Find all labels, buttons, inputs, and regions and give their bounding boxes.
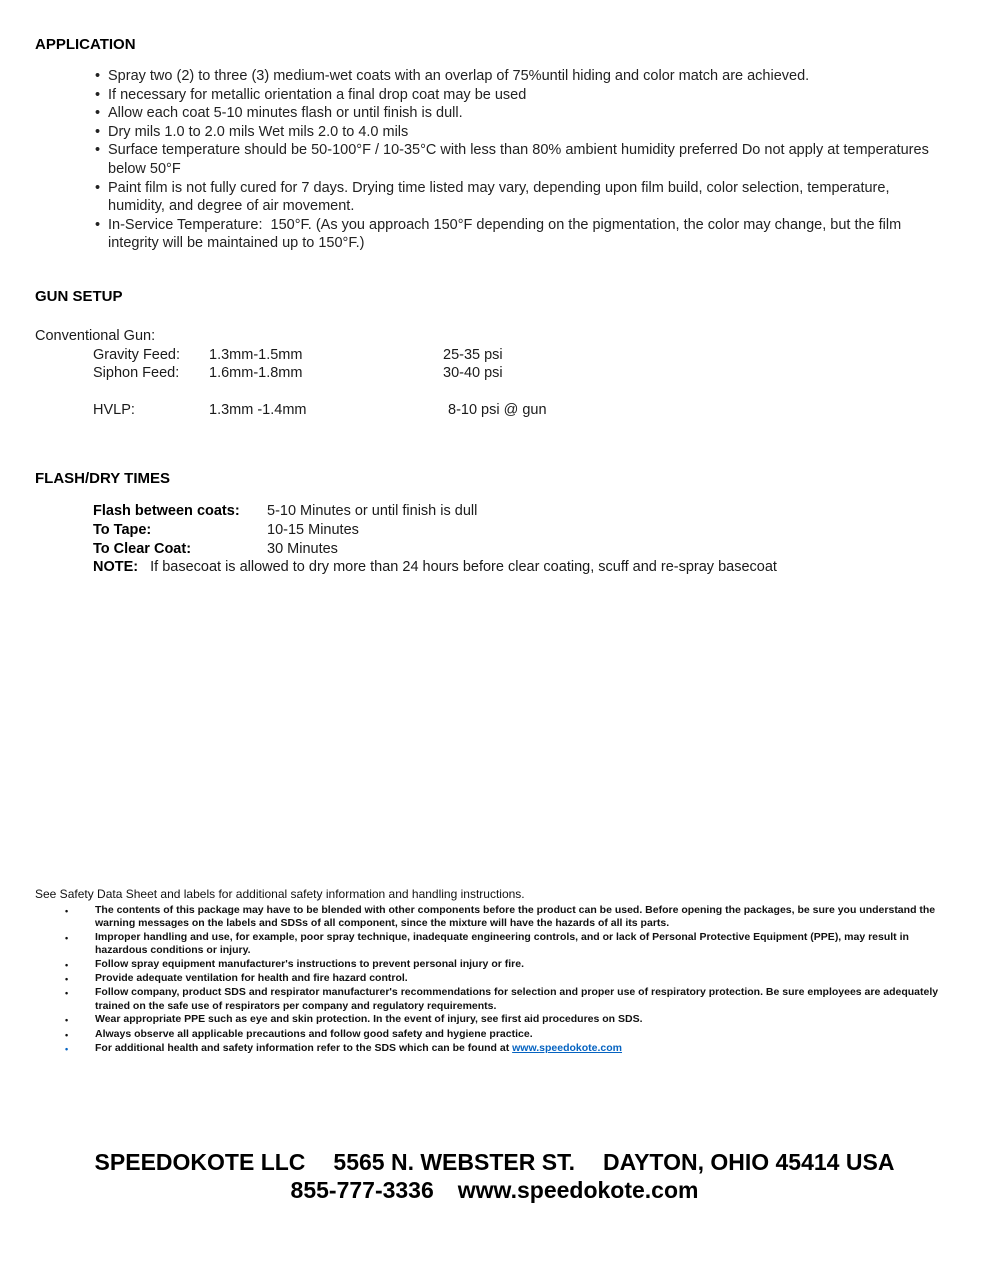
- bullet-text: Follow spray equipment manufacturer's instructions to prevent personal injury or fire.: [95, 957, 524, 970]
- gun-pressure: 25-35 psi: [443, 346, 503, 363]
- flash-value: 5-10 Minutes or until finish is dull: [267, 503, 478, 519]
- application-bullet: [95, 123, 954, 142]
- gun-tip-size: 1.6mm-1.8mm: [209, 365, 303, 382]
- gun-row-hvlp: [93, 401, 954, 420]
- bullet-marker: •: [65, 959, 69, 970]
- application-bullet-list: [35, 67, 954, 253]
- safety-bullet: [65, 1013, 954, 1027]
- safety-bullet: [65, 931, 954, 958]
- application-section: [35, 36, 954, 253]
- gun-feed-label: Siphon Feed:: [93, 365, 180, 382]
- safety-bullet: [65, 972, 954, 986]
- bullet-marker: •: [65, 988, 69, 999]
- bullet-text: Surface temperature should be 50-100°F / 10-35°C with less than 80% ambient humidity preferred Do not apply at temperatures below 50°F: [108, 142, 933, 177]
- sds-website-link[interactable]: www.speedokote.com: [512, 1042, 623, 1055]
- bullet-text-prefix: For additional health and safety information refer to the SDS which can be found at: [95, 1042, 513, 1055]
- gun-pressure: 30-40 psi: [443, 365, 503, 382]
- gun-feed-label: Gravity Feed:: [93, 346, 181, 363]
- bullet-text: Improper handling and use, for example, poor spray technique, inadequate engineering controls, and or lack of Personal Protective Equipment (PPE), may result in hazardous conditions or injury.: [95, 930, 909, 957]
- footer-phone: 855-777-3336: [290, 1177, 434, 1203]
- safety-bullet-list: [35, 904, 954, 1056]
- application-bullet: [95, 104, 954, 123]
- application-bullet: [95, 179, 954, 216]
- application-bullet: [95, 67, 954, 86]
- footer-website: www.speedokote.com: [457, 1177, 699, 1203]
- flash-dry-rows: [93, 502, 954, 577]
- safety-section: [35, 887, 954, 1056]
- bullet-text: Follow company, product SDS and respirator manufacturer's recommendations for selection and proper use of respiratory protection. Be sure employees are adequately trained on the safe use of respirators per company and regulatory requirements.: [95, 986, 939, 1012]
- gun-setup-heading: GUN SETUP: [35, 288, 123, 305]
- bullet-marker: •: [65, 1044, 69, 1055]
- application-bullet: [95, 86, 954, 105]
- bullet-text: The contents of this package may have to be blended with other components before the product can be used. Before opening the packages, be sure you understand the warning messages on the labels and SDSs of all component, since the mixture will have the hazards of all its parts.: [95, 904, 936, 930]
- safety-bullet: [65, 958, 954, 972]
- flash-label: Flash between coats:: [93, 503, 240, 519]
- flash-row: [93, 540, 954, 559]
- footer-line1: [0, 1149, 989, 1175]
- footer-address: 5565 N. WEBSTER ST.: [333, 1149, 575, 1175]
- gun-setup-section: [35, 288, 954, 420]
- note-value: If basecoat is allowed to dry more than 24 hours before clear coating, scuff and re-spray basecoat: [150, 559, 777, 576]
- bullet-marker: •: [65, 1015, 69, 1026]
- bullet-marker: •: [65, 1029, 69, 1040]
- flash-row: [93, 521, 954, 540]
- safety-bullet: [65, 1028, 954, 1042]
- bullet-marker: •: [65, 932, 69, 943]
- gun-tip-size: 1.3mm-1.5mm: [209, 346, 303, 363]
- footer-location: DAYTON, OHIO 45414 USA: [602, 1149, 895, 1175]
- gun-tip-size: 1.3mm -1.4mm: [209, 402, 307, 419]
- application-bullet: [95, 141, 954, 178]
- bullet-text: Provide adequate ventilation for health and fire hazard control.: [95, 972, 408, 985]
- flash-row: [93, 502, 954, 521]
- flash-note-row: [93, 558, 954, 577]
- bullet-marker: •: [95, 86, 101, 103]
- bullet-text: Dry mils 1.0 to 2.0 mils Wet mils 2.0 to 4.0 mils: [108, 123, 409, 140]
- bullet-text: Spray two (2) to three (3) medium-wet coats with an overlap of 75%until hiding and color match are achieved.: [108, 68, 810, 84]
- bullet-marker: •: [65, 906, 69, 916]
- bullet-marker: •: [95, 123, 101, 140]
- safety-intro: See Safety Data Sheet and labels for additional safety information and handling instructions.: [35, 887, 525, 901]
- safety-bullet: [65, 904, 954, 931]
- flash-label: To Tape:: [93, 521, 152, 538]
- safety-bullet: [65, 986, 954, 1013]
- gun-feed-label: HVLP:: [93, 402, 135, 419]
- note-label: NOTE:: [93, 559, 139, 576]
- gun-row-siphon: [93, 364, 954, 383]
- footer-line2: [0, 1177, 989, 1203]
- application-heading: APPLICATION: [35, 36, 136, 53]
- bullet-marker: •: [65, 974, 69, 985]
- bullet-marker: •: [95, 216, 101, 233]
- flash-dry-heading: FLASH/DRY TIMES: [35, 470, 171, 487]
- bullet-text: [95, 1042, 622, 1056]
- flash-value: 10-15 Minutes: [267, 521, 359, 538]
- flash-dry-section: [35, 470, 954, 577]
- bullet-text: In-Service Temperature: 150°F. (As you approach 150°F depending on the pigmentation, the color may change, but the film integrity will be maintained up to 150°F.): [108, 216, 906, 252]
- safety-bullet: [65, 1042, 954, 1056]
- bullet-text: If necessary for metallic orientation a final drop coat may be used: [108, 86, 527, 103]
- flash-label: To Clear Coat:: [93, 540, 192, 557]
- gun-row-gravity: [93, 346, 954, 365]
- footer-company: SPEEDOKOTE LLC: [94, 1149, 306, 1175]
- company-footer: [0, 1149, 989, 1203]
- bullet-text: Always observe all applicable precautions and follow good safety and hygiene practice.: [95, 1027, 533, 1040]
- bullet-marker: •: [95, 142, 101, 159]
- bullet-text: Wear appropriate PPE such as eye and skin protection. In the event of injury, see first aid procedures on SDS.: [95, 1013, 643, 1026]
- bullet-text: Paint film is not fully cured for 7 days. Drying time listed may vary, depending upon film build, color selection, temperature, humidity, and degree of air movement.: [108, 179, 894, 215]
- gun-setup-intro: Conventional Gun:: [35, 328, 156, 344]
- bullet-text: Allow each coat 5-10 minutes flash or until finish is dull.: [108, 105, 463, 122]
- bullet-marker: •: [95, 179, 101, 196]
- bullet-marker: •: [95, 105, 101, 122]
- application-bullet: [95, 216, 954, 253]
- bullet-marker: •: [95, 68, 101, 84]
- flash-value: 30 Minutes: [267, 540, 338, 557]
- gun-pressure: 8-10 psi @ gun: [448, 402, 547, 419]
